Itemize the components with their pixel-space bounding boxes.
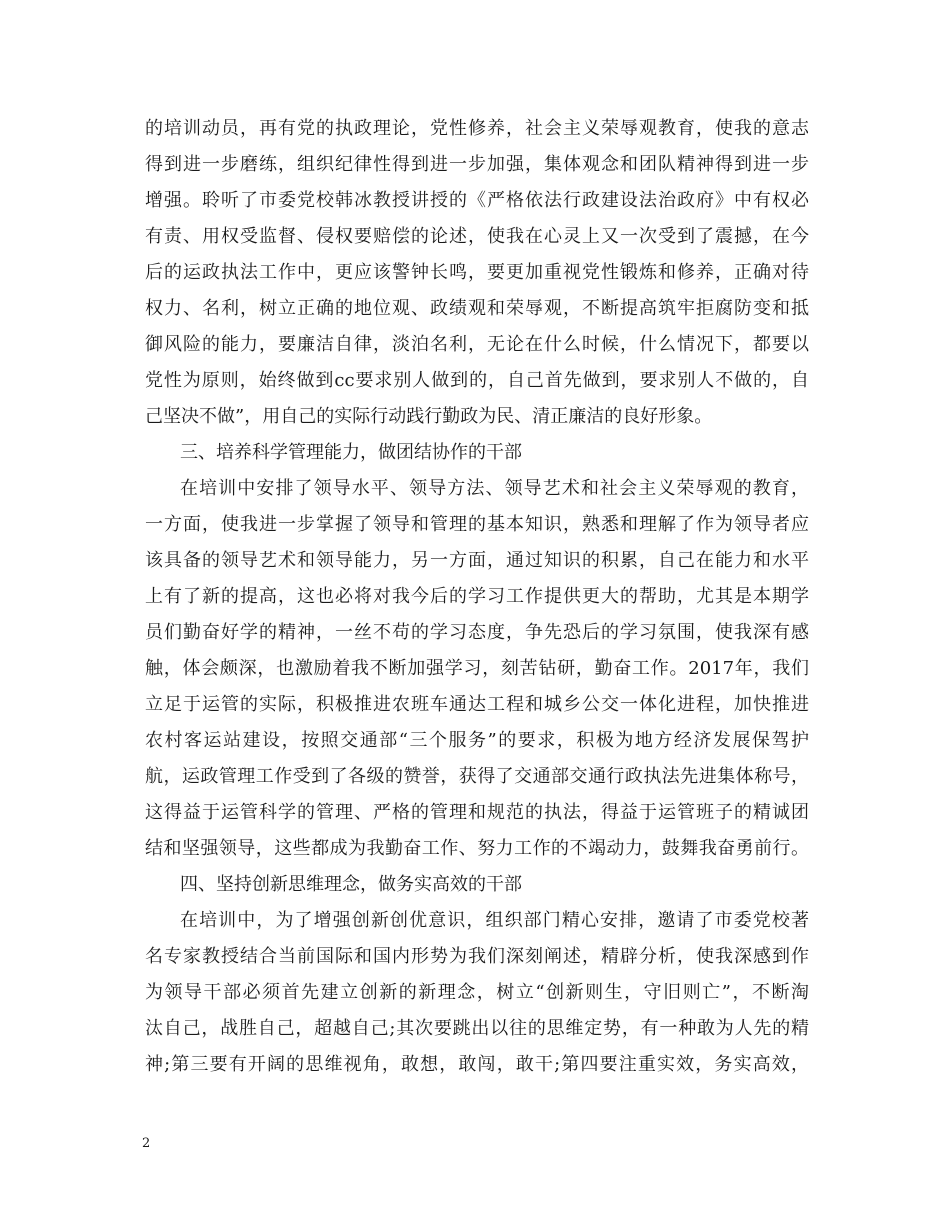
text-line: 立足于运管的实际，积极推进农班车通达工程和城乡公交一体化进程，加快推进 [145, 694, 809, 715]
text-line: 有责、用权受监督、侵权要赔偿的论述，使我在心灵上又一次受到了震撼，在今 [145, 226, 809, 247]
text-line: 航，运政管理工作受到了各级的赞誉，获得了交通部交通行政执法先进集体称号， [145, 766, 809, 787]
text-line: 触，体会颇深，也激励着我不断加强学习，刻苦钻研，勤奋工作。2017年，我们 [145, 658, 809, 679]
text-line: 上有了新的提高，这也必将对我今后的学习工作提供更大的帮助，尤其是本期学 [145, 586, 809, 607]
text-line: 己坚决不做”，用自己的实际行动践行勤政为民、清正廉洁的良好形象。 [145, 406, 713, 427]
text-line: 一方面，使我进一步掌握了领导和管理的基本知识，熟悉和理解了作为领导者应 [145, 514, 809, 535]
page-number: 2 [142, 1136, 151, 1151]
text-line: 农村客运站建设，按照交通部“三个服务”的要求，积极为地方经济发展保驾护 [145, 730, 809, 751]
text-line: 结和坚强领导，这些都成为我勤奋工作、努力工作的不竭动力，鼓舞我奋勇前行。 [145, 838, 809, 859]
text-line: 在培训中安排了领导水平、领导方法、领导艺术和社会主义荣辱观的教育， [180, 478, 809, 499]
text-line: 名专家教授结合当前国际和国内形势为我们深刻阐述，精辟分析，使我深感到作 [145, 946, 809, 967]
text-line: 这得益于运管科学的管理、严格的管理和规范的执法，得益于运管班子的精诚团 [145, 802, 809, 823]
section-heading: 四、坚持创新思维理念，做务实高效的干部 [180, 874, 522, 895]
text-line: 权力、名利，树立正确的地位观、政绩观和荣辱观，不断提高筑牢拒腐防变和抵 [145, 298, 809, 319]
text-line: 神;第三要有开阔的思维视角，敢想，敢闯，敢干;第四要注重实效，务实高效， [145, 1054, 809, 1075]
text-line: 汰自己，战胜自己，超越自己;其次要跳出以往的思维定势，有一种敢为人先的精 [145, 1018, 809, 1039]
text-line: 该具备的领导艺术和领导能力，另一方面，通过知识的积累，自己在能力和水平 [145, 550, 809, 571]
text-line: 的培训动员，再有党的执政理论，党性修养，社会主义荣辱观教育，使我的意志 [145, 118, 809, 139]
text-line: 后的运政执法工作中，更应该警钟长鸣，要更加重视党性锻炼和修养，正确对待 [145, 262, 809, 283]
text-line: 党性为原则，始终做到cc要求别人做到的，自己首先做到，要求别人不做的，自 [145, 370, 809, 391]
text-line: 在培训中，为了增强创新创优意识，组织部门精心安排，邀请了市委党校著 [180, 910, 809, 931]
section-heading: 三、培养科学管理能力，做团结协作的干部 [180, 442, 522, 463]
text-line: 御风险的能力，要廉洁自律，淡泊名利，无论在什么时候，什么情况下，都要以 [145, 334, 809, 355]
text-line: 增强。聆听了市委党校韩冰教授讲授的《严格依法行政建设法治政府》中有权必 [145, 190, 809, 211]
text-line: 得到进一步磨练，组织纪律性得到进一步加强，集体观念和团队精神得到进一步 [145, 154, 809, 175]
text-line: 为领导干部必须首先建立创新的新理念，树立“创新则生，守旧则亡”，不断淘 [145, 982, 809, 1003]
text-line: 员们勤奋好学的精神，一丝不苟的学习态度，争先恐后的学习氛围，使我深有感 [145, 622, 809, 643]
